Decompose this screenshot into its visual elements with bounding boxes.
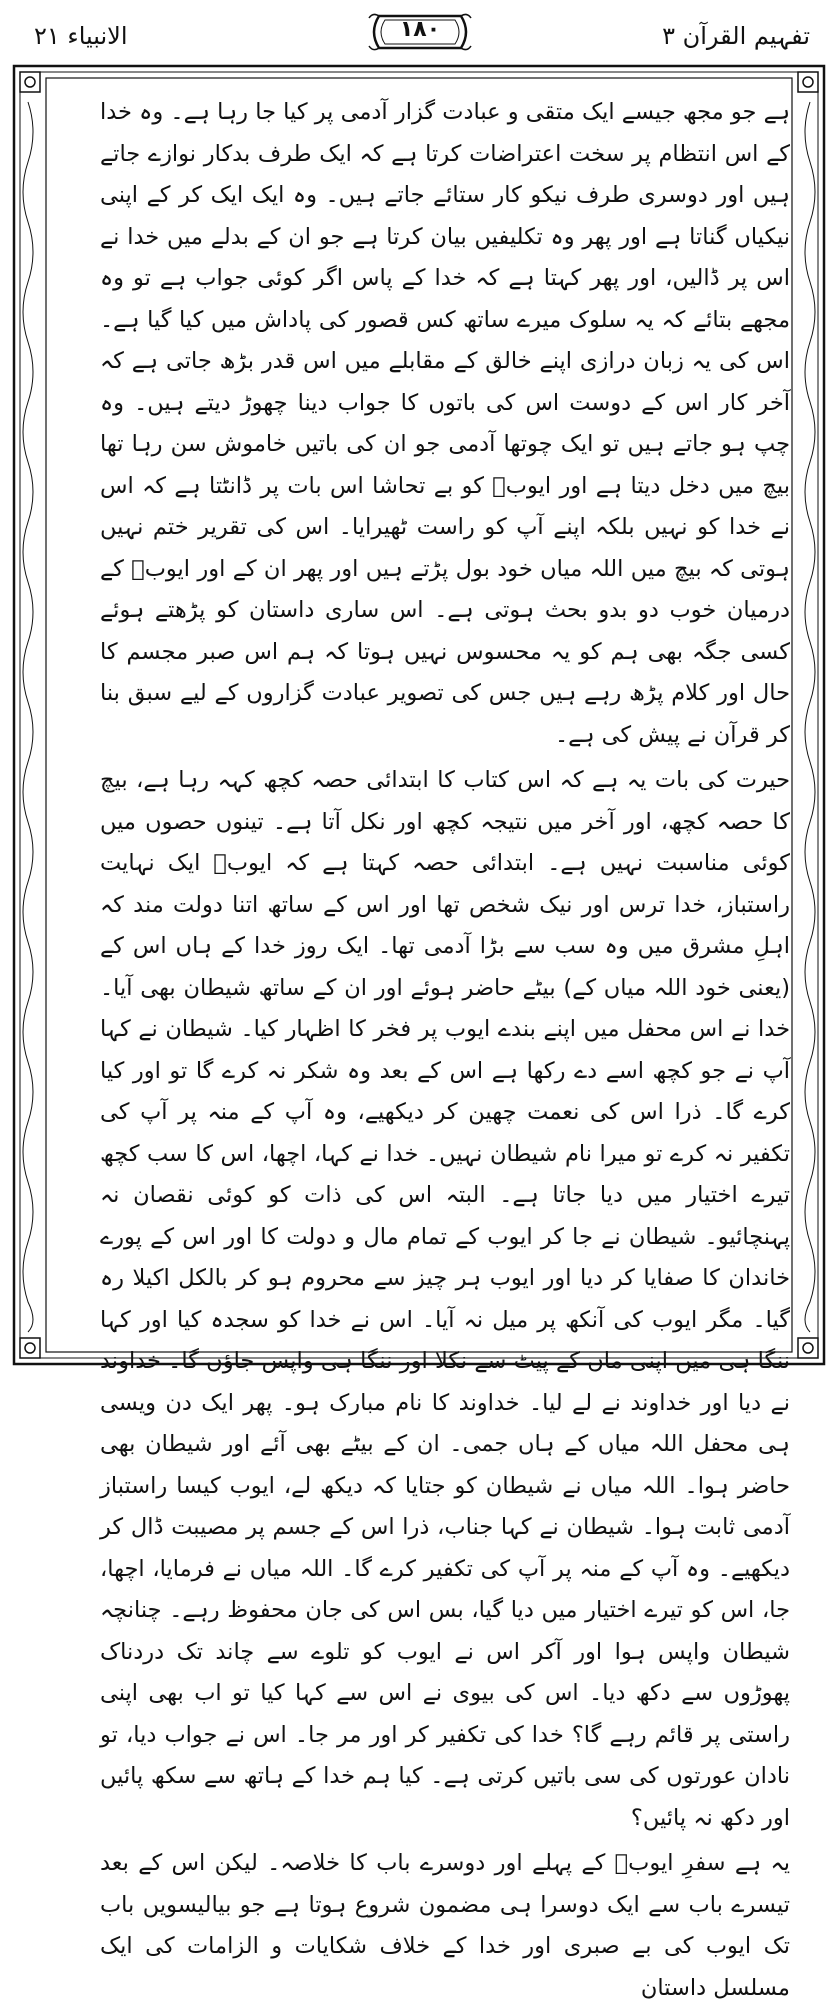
paragraph-2: حیرت کی بات یہ ہے کہ اس کتاب کا ابتدائی حصہ کچھ کہہ رہا ہے، بیچ کا حصہ کچھ، اور آخر میں نتیجہ کچھ اور نکل آتا ہے۔ تینوں حصوں میں کوئی مناسبت نہیں ہے۔ ابتدائی حصہ کہتا ہے کہ ایوبؑ ایک نہایت راستباز، خدا ترس اور نیک شخص تھا اور اس کے ساتھ اتنا دولت مند کہ اہلِ مشرق میں وہ سب سے بڑا آدمی تھا۔ ایک روز خدا کے ہاں اس کے (یعنی خود اللہ میاں کے) بیٹے حاضر ہوئے اور ان کے ساتھ شیطان بھی آیا۔ خدا نے اس محفل میں اپنے بندے ایوب پر فخر کا اظہار کیا۔ شیطان نے کہا آپ نے جو کچھ اسے دے رکھا ہے اس کے بعد وہ شکر نہ کرے گا تو اور کیا کرے گا۔ ذرا اس کی نعمت چھین کر دیکھیے، وہ آپ کے منہ پر آپ کی تکفیر نہ کرے تو میرا نام شیطان نہیں۔ خدا نے کہا، اچھا، اس کا سب کچھ تیرے اختیار میں دیا جاتا ہے۔ البتہ اس کی ذات کو کوئی نقصان نہ پہنچائیو۔ شیطان نے جا کر ایوب کے تمام مال و دولت کا اور اس کے پورے خاندان کا صفایا کر دیا اور ایوب ہر چیز سے محروم ہو کر بالکل اکیلا رہ گیا۔ مگر ایوب کی آنکھ پر میل نہ آیا۔ اس نے خدا کو سجدہ کیا اور کہا ننگا ہی میں اپنی ماں کے پیٹ سے نکلا اور ننگا ہی واپس جاؤں گا۔ خداوند نے دیا اور خداوند نے لے لیا۔ خداوند کا نام مبارک ہو۔ پھر ایک دن ویسی ہی محفل اللہ میاں کے ہاں جمی۔ ان کے بیٹے بھی آئے اور شیطان بھی حاضر ہوا۔ اللہ میاں نے شیطان کو جتایا کہ دیکھ لے، ایوب کیسا راستباز آدمی ثابت ہوا۔ شیطان نے کہا جناب، ذرا اس کے جسم پر مصیبت ڈال کر دیکھیے۔ وہ آپ کے منہ پر آپ کی تکفیر کرے گا۔ اللہ میاں نے فرمایا، اچھا، جا، اس کو تیرے اختیار میں دیا گیا، بس اس کی جان محفوظ رہے۔ چنانچہ شیطان واپس ہوا اور آکر اس نے ایوب کو تلوے سے چاند تک دردناک پھوڑوں سے دکھ دیا۔ اس کی بیوی نے اس سے کہا کیا تو اب بھی اپنی راستی پر قائم رہے گا؟ خدا کی تکفیر کر اور مر جا۔ اس نے جواب دیا، تو نادان عورتوں کی سی باتیں کرتی ہے۔ کیا ہم خدا کے ہاتھ سے سکھ پائیں اور دکھ نہ پائیں؟ [100,767,790,1831]
page-body [100,92,790,2001]
surah-label: الانبیاء ۲۱ [34,22,128,50]
paragraph-1: ہے جو مجھ جیسے ایک متقی و عبادت گزار آدمی پر کیا جا رہا ہے۔ وہ خدا کے اس انتظام پر سخت اعتراضات کرتا ہے کہ ایک طرف بدکار نوازے جاتے ہیں اور دوسری طرف نیکو کار ستائے جاتے ہیں۔ وہ ایک ایک کر کے اپنی نیکیاں گناتا ہے اور پھر وہ تکلیفیں بیان کرتا ہے جو ان کے بدلے میں خدا نے اس پر ڈالیں، اور پھر کہتا ہے کہ خدا کے پاس اگر کوئی جواب ہے تو وہ مجھے بتائے کہ یہ سلوک میرے ساتھ کس قصور کی پاداش میں کیا گیا ہے۔ اس کی یہ زبان درازی اپنے خالق کے مقابلے میں اس قدر بڑھ جاتی ہے کہ آخر کار اس کے دوست اس کی باتوں کا جواب دینا چھوڑ دیتے ہیں۔ وہ چپ ہو جاتے ہیں تو ایک چوتھا آدمی جو ان کی باتیں خاموش سن رہا تھا بیچ میں دخل دیتا ہے اور ایوبؑ کو بے تحاشا اس بات پر ڈانٹتا ہے کہ اس نے خدا کو نہیں بلکہ اپنے آپ کو راست ٹھیرایا۔ اس کی تقریر ختم نہیں ہوتی کہ بیچ میں اللہ میاں خود بول پڑتے ہیں اور پھر ان کے اور ایوبؑ کے درمیان خوب دو بدو بحث ہوتی ہے۔ اس ساری داستان کو پڑھتے ہوئے کسی جگہ بھی ہم کو یہ محسوس نہیں ہوتا کہ ہم اس صبر مجسم کا حال اور کلام پڑھ رہے ہیں جس کی تصویر عبادت گزاروں کے لیے سبق بنا کر قرآن نے پیش کی ہے۔ [100,99,790,748]
page-number-badge [365,10,475,54]
book-title: تفہیم القرآن ۳ [662,22,810,50]
page-number: ۱۸۰ [399,17,441,42]
paragraph-3: یہ ہے سفرِ ایوبؑ کے پہلے اور دوسرے باب کا خلاصہ۔ لیکن اس کے بعد تیسرے باب سے ایک دوسرا ہی مضمون شروع ہوتا ہے جو بیالیسویں باب تک ایوب کی بے صبری اور خدا کے خلاف شکایات و الزامات کی ایک مسلسل داستان [100,1850,790,2001]
page-header [0,8,840,60]
